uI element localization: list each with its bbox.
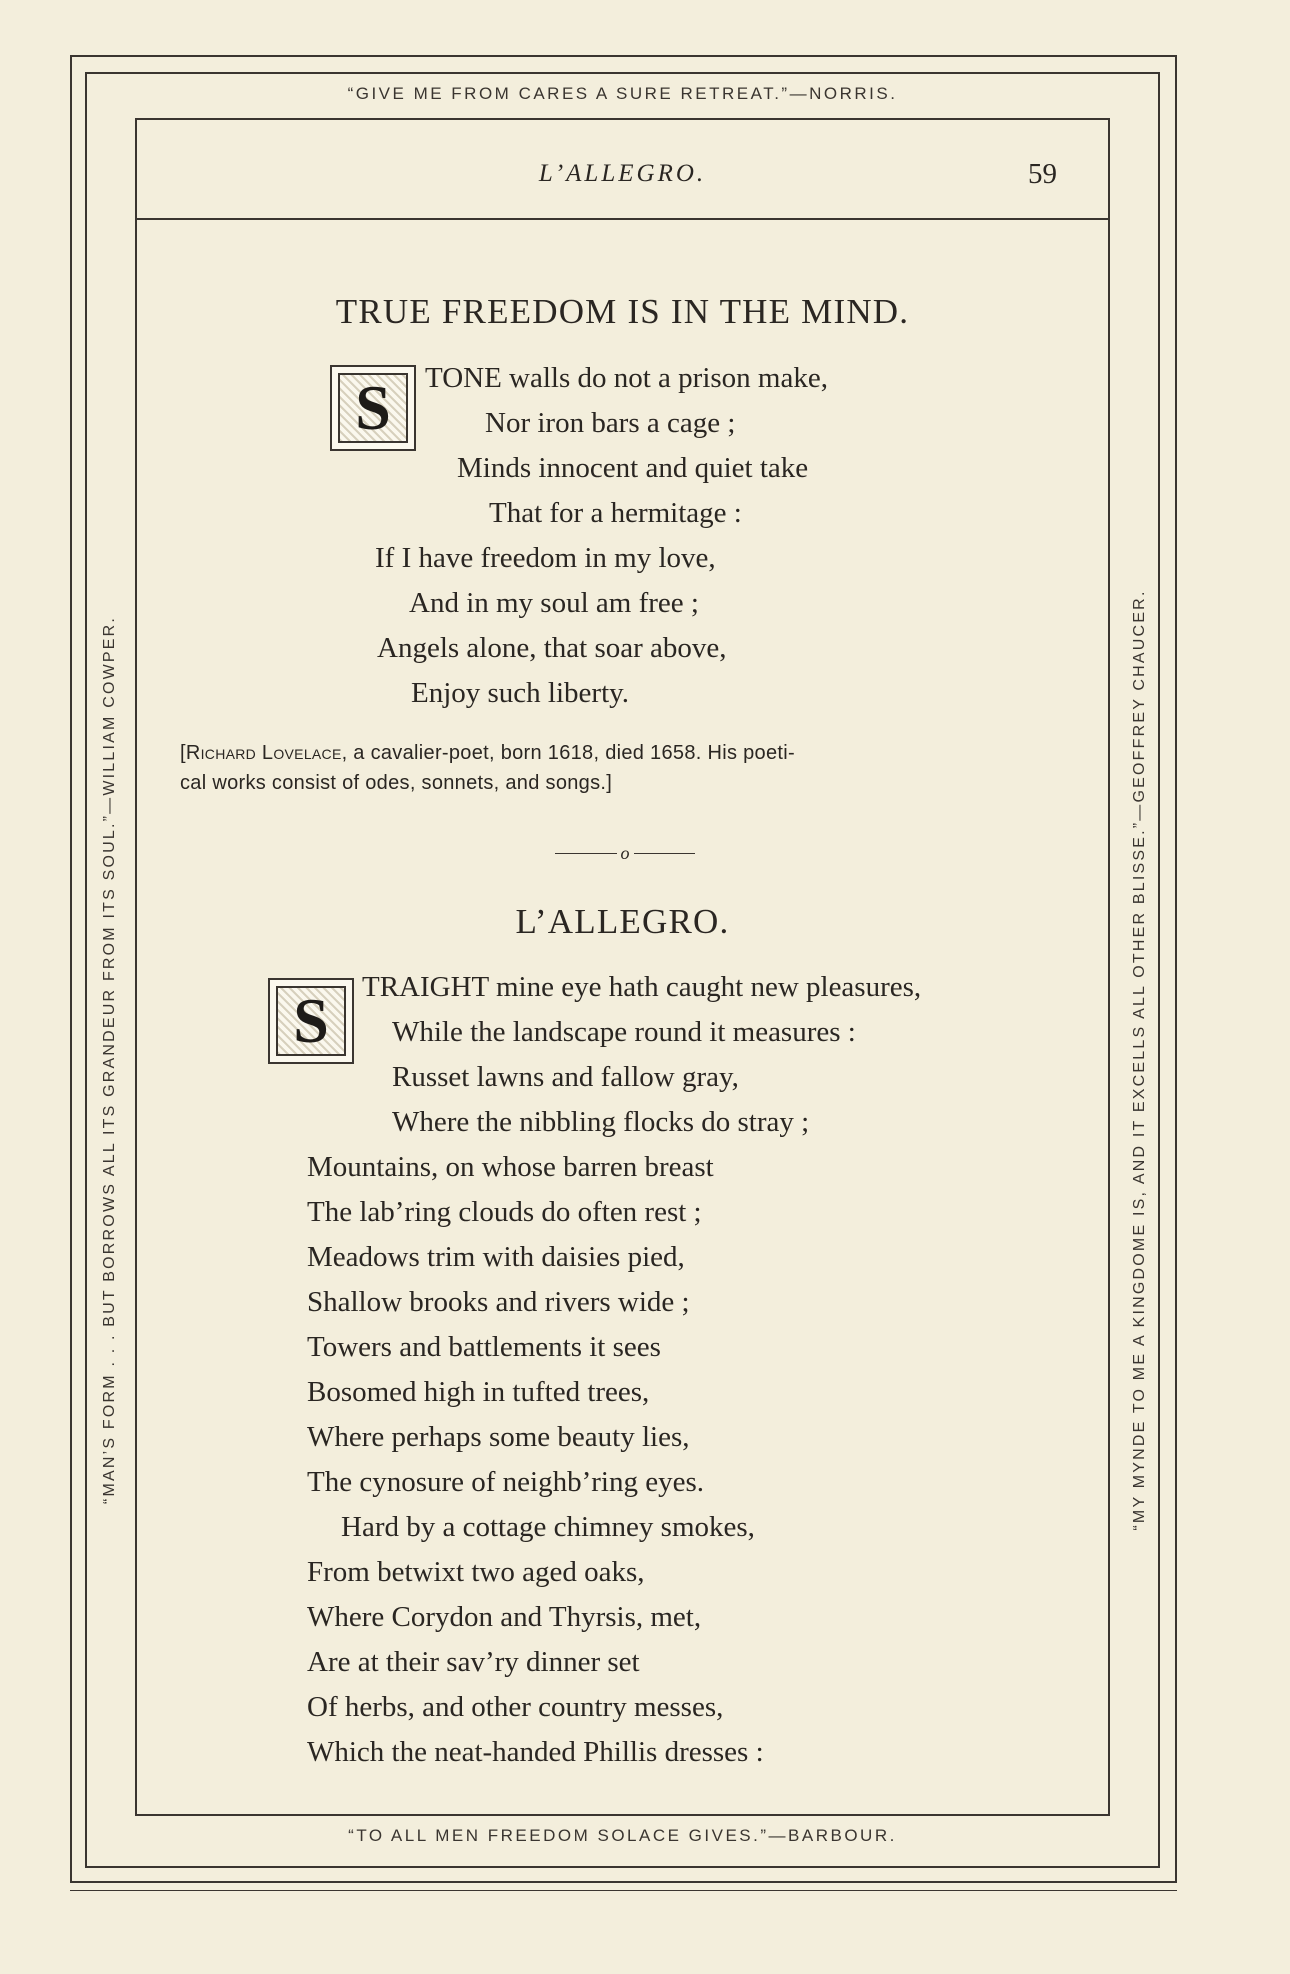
poem2-line: Shallow brooks and rivers wide ; [307,1286,690,1318]
poem1-line: If I have freedom in my love, [375,542,716,574]
poem2-line: Hard by a cottage chimney smokes, [341,1511,755,1543]
section-divider [555,843,695,863]
poem2-line: Where Corydon and Thyrsis, met, [307,1601,702,1633]
divider-rule [634,853,696,854]
poem2-line: TRAIGHT mine eye hath caught new pleasures, [362,971,922,1003]
poem1-line: Angels alone, that soar above, [377,632,727,664]
poem2-line: Towers and battlements it sees [307,1331,661,1363]
poem2-line: Where perhaps some beauty lies, [307,1421,690,1453]
poem2-line: Which the neat-handed Phillis dresses : [307,1736,764,1768]
poem2-line: The lab’ring clouds do often rest ; [307,1196,702,1228]
motto-left: “MAN’S FORM . . . BUT BORROWS ALL ITS GRANDEUR FROM ITS SOUL.”—WILLIAM COWPER. [101,615,118,1505]
note-bracket: [ [180,742,186,764]
poem1-title: TRUE FREEDOM IS IN THE MIND. [335,292,910,331]
running-head: L’ALLEGRO. [538,160,707,187]
poem1-line: And in my soul am free ; [409,587,699,619]
poem1-line: Minds innocent and quiet take [457,452,809,484]
poem1-line: Enjoy such liberty. [411,677,629,709]
note-text: , a cavalier-poet, born 1618, died 1658. His poeti- [341,742,795,764]
motto-bottom: “TO ALL MEN FREEDOM SOLACE GIVES.”—BARBOUR. [348,1826,897,1845]
poem1-note [180,738,1080,768]
poem2-line: Meadows trim with daisies pied, [307,1241,685,1273]
poem2-line: Are at their sav’ry dinner set [307,1646,640,1678]
motto-top: “GIVE ME FROM CARES A SURE RETREAT.”—NORRIS. [347,84,898,103]
poem2-line: While the landscape round it measures : [392,1016,856,1048]
poem1-line: Nor iron bars a cage ; [485,407,736,439]
poem2-dropcap-initial [268,978,354,1064]
divider-mark: o [620,842,630,863]
dropcap-letter: S [338,373,408,443]
poem1-note-continued: cal works consist of odes, sonnets, and songs.] [180,772,613,794]
page-number: 59 [1028,158,1057,190]
poem1-line: That for a hermitage : [489,497,742,529]
poem2-line: Bosomed high in tufted trees, [307,1376,650,1408]
poem1-line: TONE walls do not a prison make, [425,362,828,394]
poem2-title: L’ALLEGRO. [515,902,730,941]
bottom-rule [70,1890,1177,1891]
note-author: Richard Lovelace [185,742,342,764]
poem2-line: Russet lawns and fallow gray, [392,1061,739,1093]
poem2-line: Of herbs, and other country messes, [307,1691,724,1723]
poem1-dropcap-initial [330,365,416,451]
poem2-line: From betwixt two aged oaks, [307,1556,645,1588]
header-rule [135,218,1110,220]
poem2-line: Mountains, on whose barren breast [307,1151,714,1183]
motto-right: “MY MYNDE TO ME A KINGDOME IS, AND IT EXCELLS ALL OTHER BLISSE.”—GEOFFREY CHAUCER. [1131,589,1148,1531]
divider-rule [555,853,617,854]
dropcap-letter: S [276,986,346,1056]
poem2-line: Where the nibbling flocks do stray ; [392,1106,810,1138]
poem2-line: The cynosure of neighb’ring eyes. [307,1466,705,1498]
